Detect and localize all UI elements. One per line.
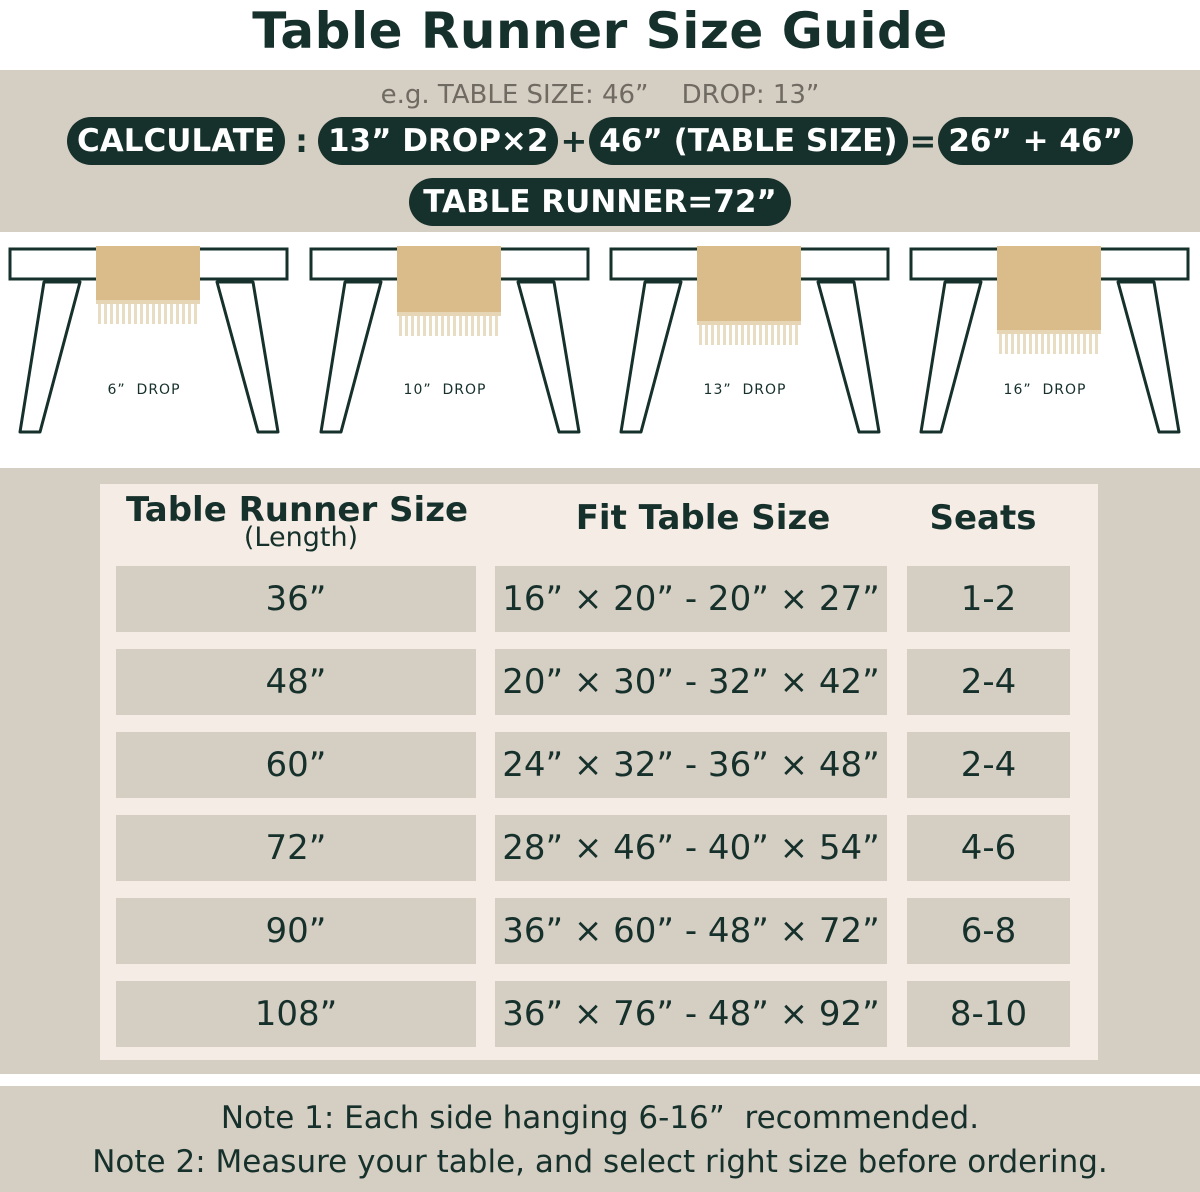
fit-table-cell: 16” × 20” - 20” × 27”	[495, 566, 887, 632]
fit-table-cell: 24” × 32” - 36” × 48”	[495, 732, 887, 798]
header-fit-table: Fit Table Size	[575, 498, 831, 538]
runner-fabric	[397, 246, 501, 312]
table-leg-right	[1118, 282, 1179, 432]
example-text: e.g. TABLE SIZE: 46” DROP: 13”	[380, 80, 820, 110]
table-leg-left	[20, 282, 80, 432]
calculate-label: CALCULATE	[67, 117, 285, 165]
note-1: Note 1: Each side hanging 6-16” recommended.	[220, 1100, 980, 1136]
runner-fabric	[697, 246, 801, 321]
colon-symbol: :	[295, 122, 308, 160]
table-leg-right	[818, 282, 879, 432]
table-leg-left	[921, 282, 981, 432]
drop-illustration	[911, 246, 1188, 432]
runner-size-cell: 60”	[116, 732, 476, 798]
runner-fringe	[96, 300, 200, 324]
table-leg-right	[518, 282, 579, 432]
fit-table-cell: 28” × 46” - 40” × 54”	[495, 815, 887, 881]
table-leg-left	[621, 282, 681, 432]
fit-table-cell: 36” × 76” - 48” × 92”	[495, 981, 887, 1047]
runner-fabric	[997, 246, 1101, 330]
fit-table-cell: 20” × 30” - 32” × 42”	[495, 649, 887, 715]
drop-illustrations-svg	[0, 236, 1200, 440]
drop-label: 16” DROP	[1003, 382, 1087, 398]
drop-label: 6” DROP	[107, 382, 181, 398]
page-title: Table Runner Size Guide	[252, 2, 948, 60]
runner-fringe	[997, 330, 1101, 354]
header-runner-size: Table Runner Size	[125, 490, 469, 530]
drop-label: 13” DROP	[703, 382, 787, 398]
runner-fringe	[697, 321, 801, 345]
runner-size-cell: 72”	[116, 815, 476, 881]
header-runner-size-sub: (Length)	[243, 522, 359, 553]
drop-illustrations	[0, 236, 1200, 440]
sum-term: 26” + 46”	[938, 117, 1133, 165]
runner-size-cell: 48”	[116, 649, 476, 715]
note-2: Note 2: Measure your table, and select right size before ordering.	[92, 1144, 1108, 1180]
runner-result: TABLE RUNNER=72”	[409, 178, 791, 226]
result-row	[0, 178, 1200, 226]
table-leg-left	[321, 282, 381, 432]
drop-term: 13” DROP×2	[318, 117, 559, 165]
drop-illustration	[311, 246, 588, 432]
runner-size-cell: 36”	[116, 566, 476, 632]
drop-illustration	[10, 246, 287, 432]
table-size-term: 46” (TABLE SIZE)	[589, 117, 907, 165]
seats-cell: 2-4	[907, 649, 1070, 715]
runner-size-cell: 90”	[116, 898, 476, 964]
drop-label: 10” DROP	[403, 382, 487, 398]
equals-symbol: =	[909, 122, 937, 160]
seats-cell: 4-6	[907, 815, 1070, 881]
seats-cell: 2-4	[907, 732, 1070, 798]
runner-fabric	[96, 246, 200, 300]
seats-cell: 6-8	[907, 898, 1070, 964]
runner-fringe	[397, 312, 501, 336]
seats-cell: 1-2	[907, 566, 1070, 632]
drop-illustration	[611, 246, 888, 432]
fit-table-cell: 36” × 60” - 48” × 72”	[495, 898, 887, 964]
header-seats: Seats	[929, 498, 1037, 538]
runner-size-cell: 108”	[116, 981, 476, 1047]
seats-cell: 8-10	[907, 981, 1070, 1047]
calculation-row	[0, 116, 1200, 166]
table-leg-right	[217, 282, 278, 432]
plus-symbol: +	[560, 122, 588, 160]
